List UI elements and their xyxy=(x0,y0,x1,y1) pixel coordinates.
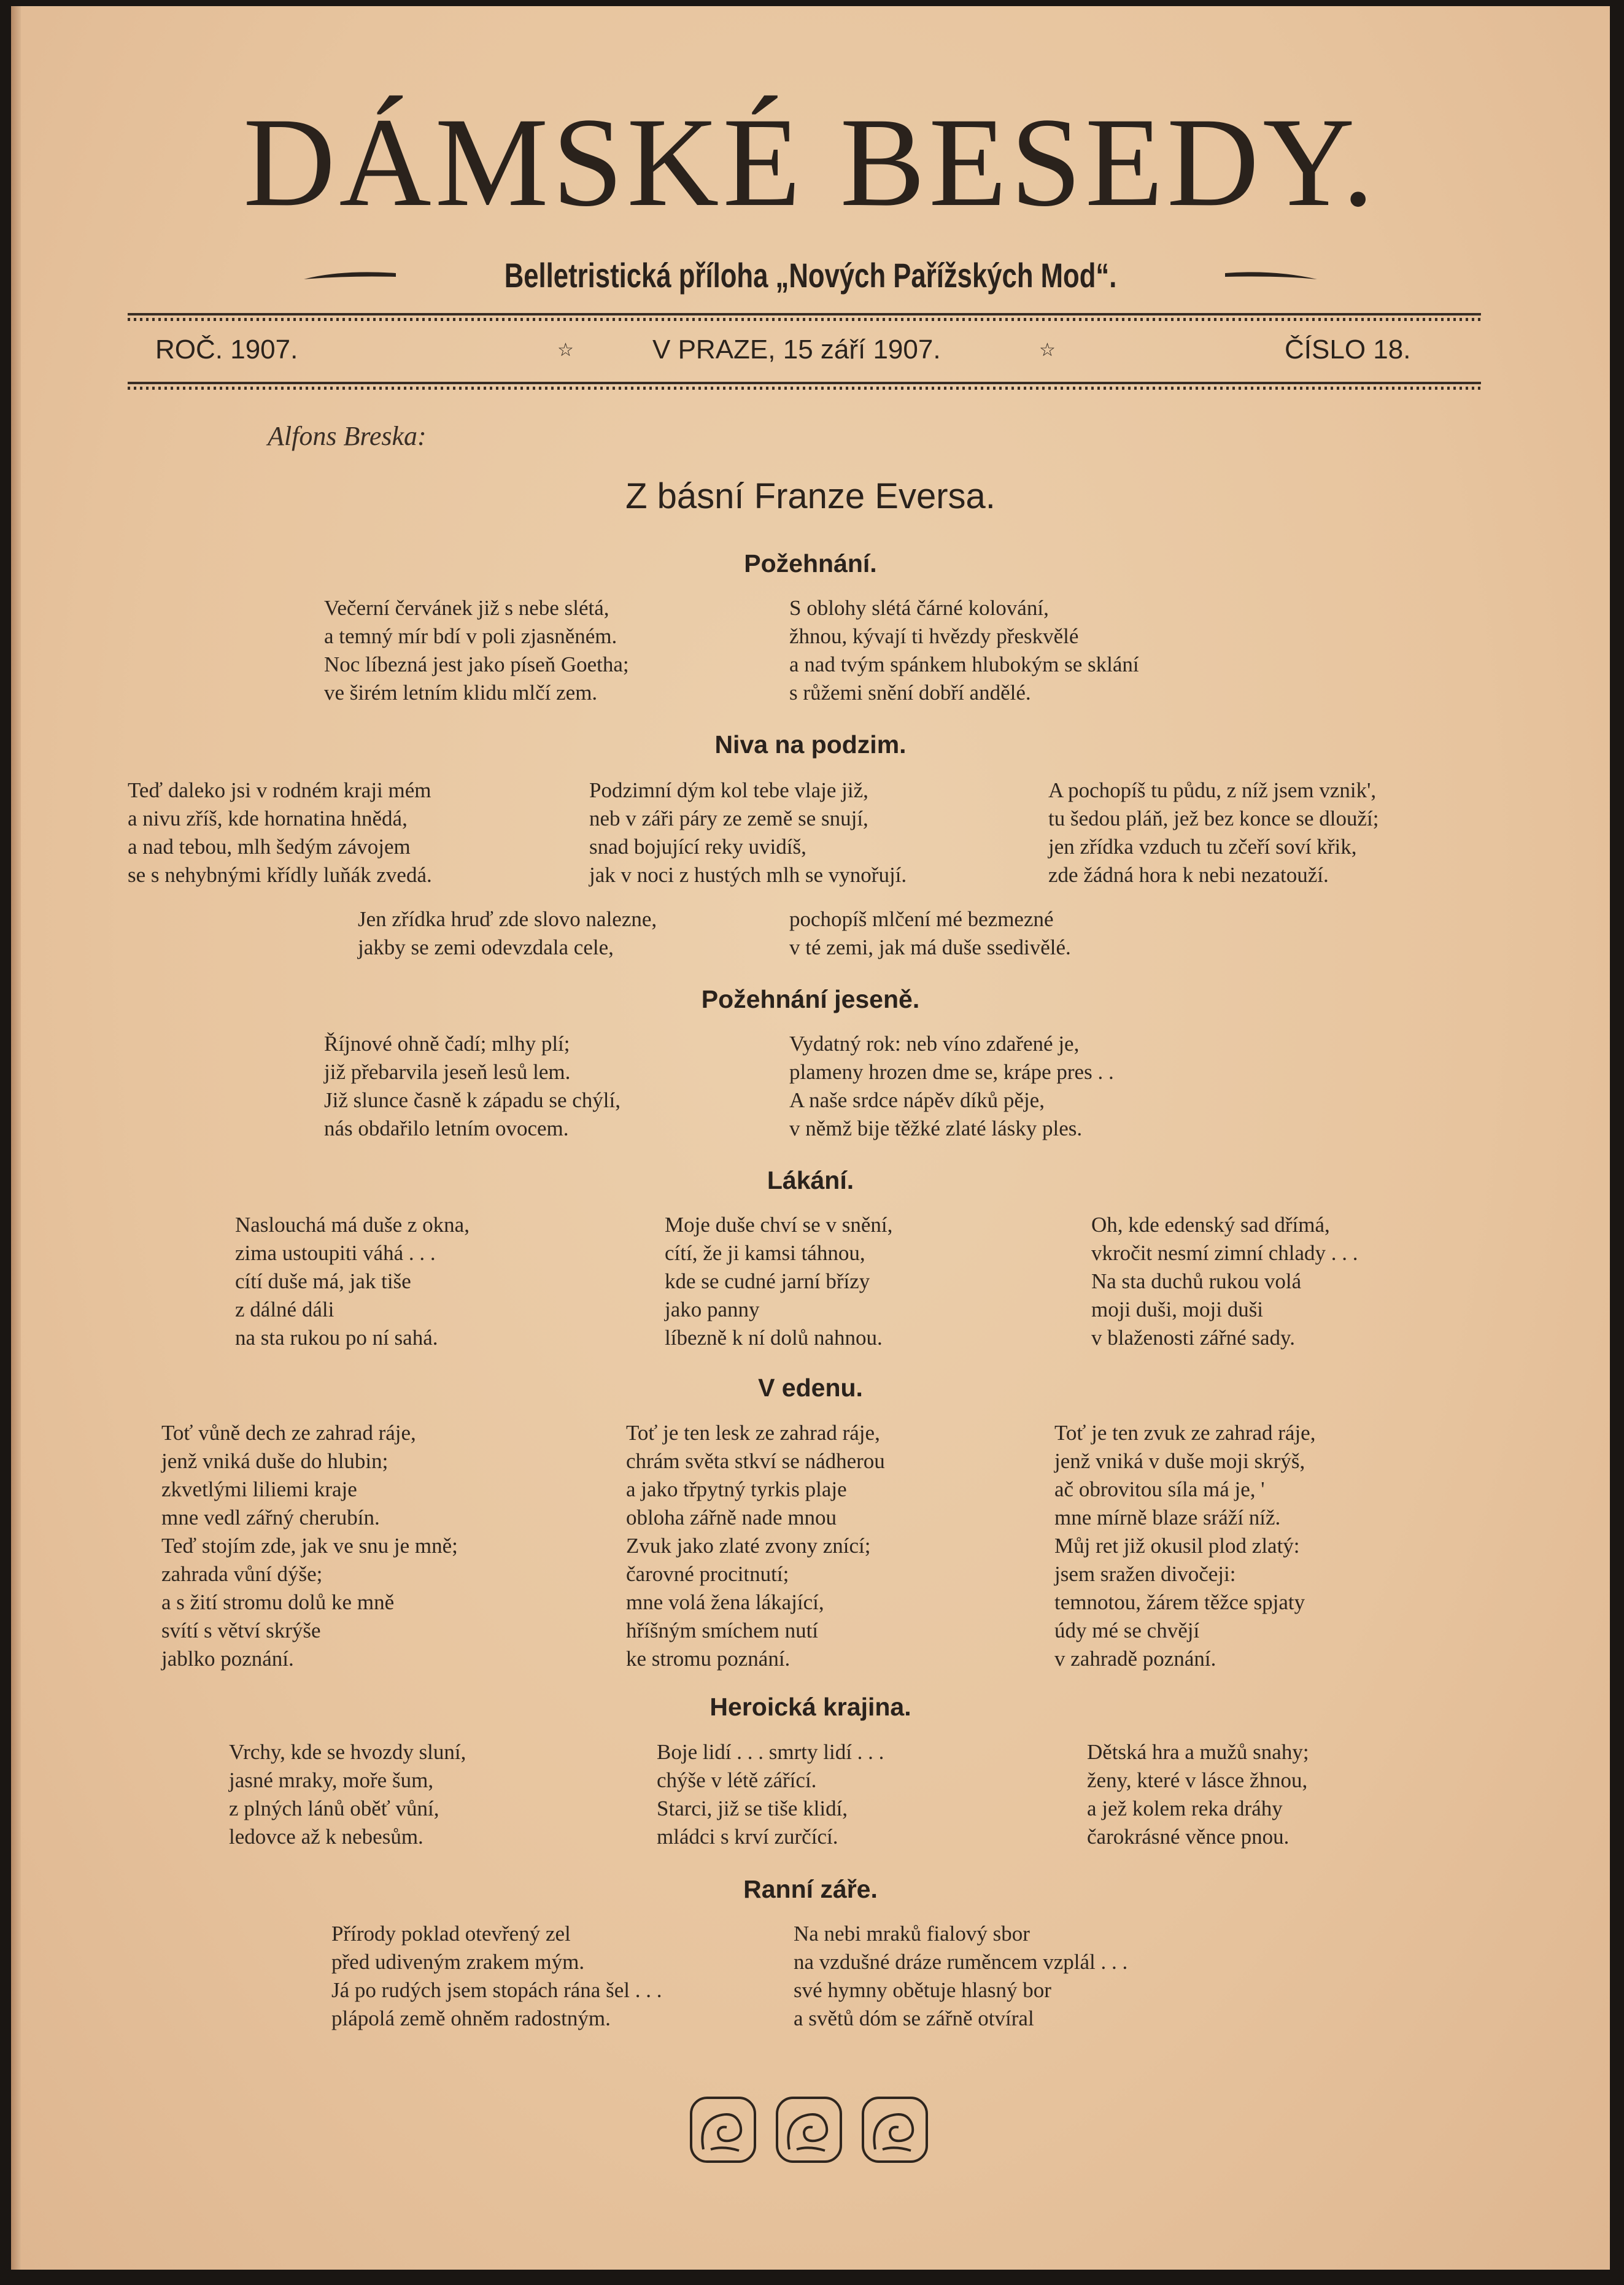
verse-line: zahrada vůní dýše; xyxy=(161,1562,323,1586)
verse-line: Podzimní dým kol tebe vlaje již, xyxy=(589,778,868,802)
author-name: Alfons Breska: xyxy=(268,421,427,451)
verse-line: z dálné dáli xyxy=(235,1297,334,1321)
star-icon: ☆ xyxy=(557,340,574,360)
page-spine xyxy=(11,6,21,2270)
place-date-label: V PRAZE, 15 září 1907. xyxy=(652,334,941,365)
verse-line: plápolá země ohněm radostným. xyxy=(331,2006,611,2030)
issue-info-row xyxy=(155,334,1420,377)
verse-line: Můj ret již okusil plod zlatý: xyxy=(1054,1534,1300,1558)
stanza xyxy=(1054,1419,1315,1673)
verse-line: ve širém letním klidu mlčí zem. xyxy=(324,681,598,705)
verse-line: S oblohy slétá čárné kolování, xyxy=(789,596,1049,620)
verse-line: s růžemi snění dobří andělé. xyxy=(789,681,1031,705)
art-nouveau-swirl-icon xyxy=(686,2093,760,2167)
verse-line: jen zřídka vzduch tu zčeří soví křik, xyxy=(1048,835,1357,859)
verse-line: na sta rukou po ní sahá. xyxy=(235,1326,438,1350)
verse-line: Teď daleko jsi v rodném kraji mém xyxy=(128,778,431,802)
verse-line: jasné mraky, moře šum, xyxy=(229,1768,434,1792)
verse-line: ke stromu poznání. xyxy=(626,1647,791,1671)
stanza xyxy=(229,1738,466,1851)
verse-line: Zvuk jako zlaté zvony znící; xyxy=(626,1534,871,1558)
right-swash-icon xyxy=(1225,268,1317,282)
verse-line: neb v záři páry ze země se snují, xyxy=(589,806,868,830)
issue-label: ČÍSLO 18. xyxy=(1285,334,1411,365)
verse-line: na vzdušné dráze ruměncem vzplál . . . xyxy=(794,1950,1128,1974)
verse-line: jakby se zemi odevzdala cele, xyxy=(358,935,614,959)
verse-line: z plných lánů oběť vůní, xyxy=(229,1796,439,1820)
verse-line: líbezně k ní dolů nahnou. xyxy=(665,1326,883,1350)
stanza xyxy=(161,1419,458,1673)
verse-line: a světů dóm se zářně otvíral xyxy=(794,2006,1034,2030)
verse-line: Na nebi mraků fialový sbor xyxy=(794,1922,1030,1946)
verse-line: a nad tebou, mlh šedým závojem xyxy=(128,835,411,859)
verse-line: Již slunce časně k západu se chýlí, xyxy=(324,1088,621,1112)
stanza xyxy=(358,905,657,962)
stanza xyxy=(789,1030,1114,1143)
verse-line: Toť vůně dech ze zahrad ráje, xyxy=(161,1421,416,1445)
verse-line: v zahradě poznání. xyxy=(1054,1647,1216,1671)
verse-line: A naše srdce nápěv díků pěje, xyxy=(789,1088,1045,1112)
stanza xyxy=(789,594,1139,707)
verse-line: žhnou, kývají ti hvězdy přeskvělé xyxy=(789,624,1079,648)
verse-line: zkvetlými liliemi kraje xyxy=(161,1477,357,1501)
stanza xyxy=(128,776,432,889)
verse-line: a jako třpytný tyrkis plaje xyxy=(626,1477,847,1501)
ornament-row xyxy=(686,2093,962,2167)
verse-line: Přírody poklad otevřený zel xyxy=(331,1922,571,1946)
verse-line: jak v noci z hustých mlh se vynořují. xyxy=(589,863,907,887)
verse-line: Naslouchá má duše z okna, xyxy=(235,1213,470,1237)
verse-line: tu šedou pláň, jež bez konce se dlouží; xyxy=(1048,806,1379,830)
verse-line: snad bojující reky uvidíš, xyxy=(589,835,806,859)
verse-line: již přebarvila jeseň lesů lem. xyxy=(324,1060,571,1084)
poem-title: Požehnání. xyxy=(744,549,877,578)
subtitle: Belletristická příloha „Nových Pařížských Mod“. xyxy=(504,255,1117,295)
verse-line: čarovné procitnutí; xyxy=(626,1562,789,1586)
verse-line: Noc líbezná jest jako píseň Goetha; xyxy=(324,652,629,676)
verse-line: Na sta duchů rukou volá xyxy=(1091,1269,1302,1293)
verse-line: Říjnové ohně čadí; mlhy plí; xyxy=(324,1032,570,1056)
verse-line: Teď stojím zde, jak ve snu je mně; xyxy=(161,1534,458,1558)
subtitle-row xyxy=(11,250,1610,300)
stanza xyxy=(235,1211,470,1352)
verse-line: a nivu zříš, kde hornatina hnědá, xyxy=(128,806,408,830)
poem-title: Heroická krajina. xyxy=(710,1693,911,1721)
verse-line: a temný mír bdí v poli zjasněném. xyxy=(324,624,617,648)
verse-line: zde žádná hora k nebi nezatouží. xyxy=(1048,863,1329,887)
verse-line: kde se cudné jarní břízy xyxy=(665,1269,870,1293)
verse-line: ač obrovitou síla má je, ' xyxy=(1054,1477,1265,1501)
poem-title: Niva na podzim. xyxy=(714,730,907,759)
verse-line: obloha zářně nade mnou xyxy=(626,1506,837,1529)
verse-line: v němž bije těžké zlaté lásky ples. xyxy=(789,1116,1083,1140)
verse-line: nás obdařilo letním ovocem. xyxy=(324,1116,569,1140)
verse-line: jablko poznání. xyxy=(161,1647,294,1671)
star-icon: ☆ xyxy=(1039,340,1056,360)
masthead-title: DÁMSKÉ BESEDY. xyxy=(243,91,1378,233)
verse-line: Vrchy, kde se hvozdy sluní, xyxy=(229,1740,466,1764)
header-rule-bottom xyxy=(128,382,1481,384)
verse-line: Vydatný rok: neb víno zdařené je, xyxy=(789,1032,1080,1056)
verse-line: Starci, již se tiše klidí, xyxy=(657,1796,848,1820)
verse-line: cítí duše má, jak tiše xyxy=(235,1269,411,1293)
verse-line: plameny hrozen dme se, krápe pres . . xyxy=(789,1060,1114,1084)
stanza xyxy=(665,1211,892,1352)
verse-line: mne volá žena lákající, xyxy=(626,1590,824,1614)
stanza xyxy=(589,776,907,889)
verse-line: vkročit nesmí zimní chlady . . . xyxy=(1091,1241,1358,1265)
verse-line: ženy, které v lásce žhnou, xyxy=(1087,1768,1308,1792)
verse-line: Toť je ten zvuk ze zahrad ráje, xyxy=(1054,1421,1316,1445)
verse-line: před udiveným zrakem mým. xyxy=(331,1950,585,1974)
verse-line: chýše v létě zářící. xyxy=(657,1768,817,1792)
page xyxy=(11,6,1610,2270)
art-nouveau-swirl-icon xyxy=(772,2093,846,2167)
verse-line: jsem sražen divočeji: xyxy=(1054,1562,1236,1586)
left-swash-icon xyxy=(304,268,396,282)
verse-line: se s nehybnými křídly luňák zvedá. xyxy=(128,863,432,887)
verse-line: jako panny xyxy=(665,1297,760,1321)
poem-title: Ranní záře. xyxy=(743,1875,878,1903)
stanza xyxy=(794,1920,1127,2033)
verse-line: Oh, kde edenský sad dřímá, xyxy=(1091,1213,1330,1237)
stanza xyxy=(331,1920,662,2033)
verse-line: Večerní červánek již s nebe slétá, xyxy=(324,596,609,620)
stanza xyxy=(1087,1738,1309,1851)
stanza xyxy=(324,594,629,707)
verse-line: v blaženosti zářné sady. xyxy=(1091,1326,1296,1350)
stanza xyxy=(324,1030,621,1143)
verse-line: moji duši, moji duši xyxy=(1091,1297,1264,1321)
poem-title: Lákání. xyxy=(767,1166,854,1194)
verse-line: a jež kolem reka dráhy xyxy=(1087,1796,1283,1820)
stanza xyxy=(657,1738,884,1851)
verse-line: své hymny obětuje hlasný bor xyxy=(794,1978,1051,2002)
stanza xyxy=(626,1419,885,1673)
verse-line: chrám světa stkví se nádherou xyxy=(626,1449,885,1473)
main-title: Z básní Franze Eversa. xyxy=(625,476,996,516)
poem-title: V edenu. xyxy=(758,1374,863,1402)
verse-line: Já po rudých jsem stopách rána šel . . . xyxy=(331,1978,662,2002)
stanza xyxy=(789,905,1071,962)
verse-line: mne vedl zářný cherubín. xyxy=(161,1506,380,1529)
verse-line: temnotou, žárem těžce spjaty xyxy=(1054,1590,1305,1614)
verse-line: a s žití stromu dolů ke mně xyxy=(161,1590,395,1614)
year-label: ROČ. 1907. xyxy=(155,334,298,365)
verse-line: Jen zřídka hruď zde slovo nalezne, xyxy=(358,907,657,931)
verse-line: zima ustoupiti váhá . . . xyxy=(235,1241,436,1265)
verse-line: Boje lidí . . . smrty lidí . . . xyxy=(657,1740,884,1764)
verse-line: A pochopíš tu půdu, z níž jsem vznik', xyxy=(1048,778,1377,802)
verse-line: jenž vniká duše do hlubin; xyxy=(161,1449,389,1473)
verse-line: čarokrásné věnce pnou. xyxy=(1087,1825,1290,1849)
poem-title: Požehnání jeseně. xyxy=(701,985,920,1013)
verse-line: ledovce až k nebesům. xyxy=(229,1825,423,1849)
art-nouveau-swirl-icon xyxy=(858,2093,932,2167)
verse-line: pochopíš mlčení mé bezmezné xyxy=(789,907,1054,931)
header-rule-top xyxy=(128,313,1481,315)
verse-line: mládci s krví zurčící. xyxy=(657,1825,838,1849)
verse-line: mne mírně blaze sráží níž. xyxy=(1054,1506,1281,1529)
verse-line: jenž vniká v duše moji skrýš, xyxy=(1054,1449,1305,1473)
verse-line: Toť je ten lesk ze zahrad ráje, xyxy=(626,1421,880,1445)
verse-line: Moje duše chví se v snění, xyxy=(665,1213,893,1237)
verse-line: Dětská hra a mužů snahy; xyxy=(1087,1740,1309,1764)
stanza xyxy=(1091,1211,1358,1352)
verse-line: cítí, že ji kamsi táhnou, xyxy=(665,1241,865,1265)
verse-line: v té zemi, jak má duše ssedivělé. xyxy=(789,935,1071,959)
stanza xyxy=(1048,776,1378,889)
verse-line: hříšným smíchem nutí xyxy=(626,1618,819,1642)
verse-line: svítí s větví skrýše xyxy=(161,1618,321,1642)
verse-line: údy mé se chvějí xyxy=(1054,1618,1200,1642)
verse-line: a nad tvým spánkem hlubokým se sklání xyxy=(789,652,1139,676)
